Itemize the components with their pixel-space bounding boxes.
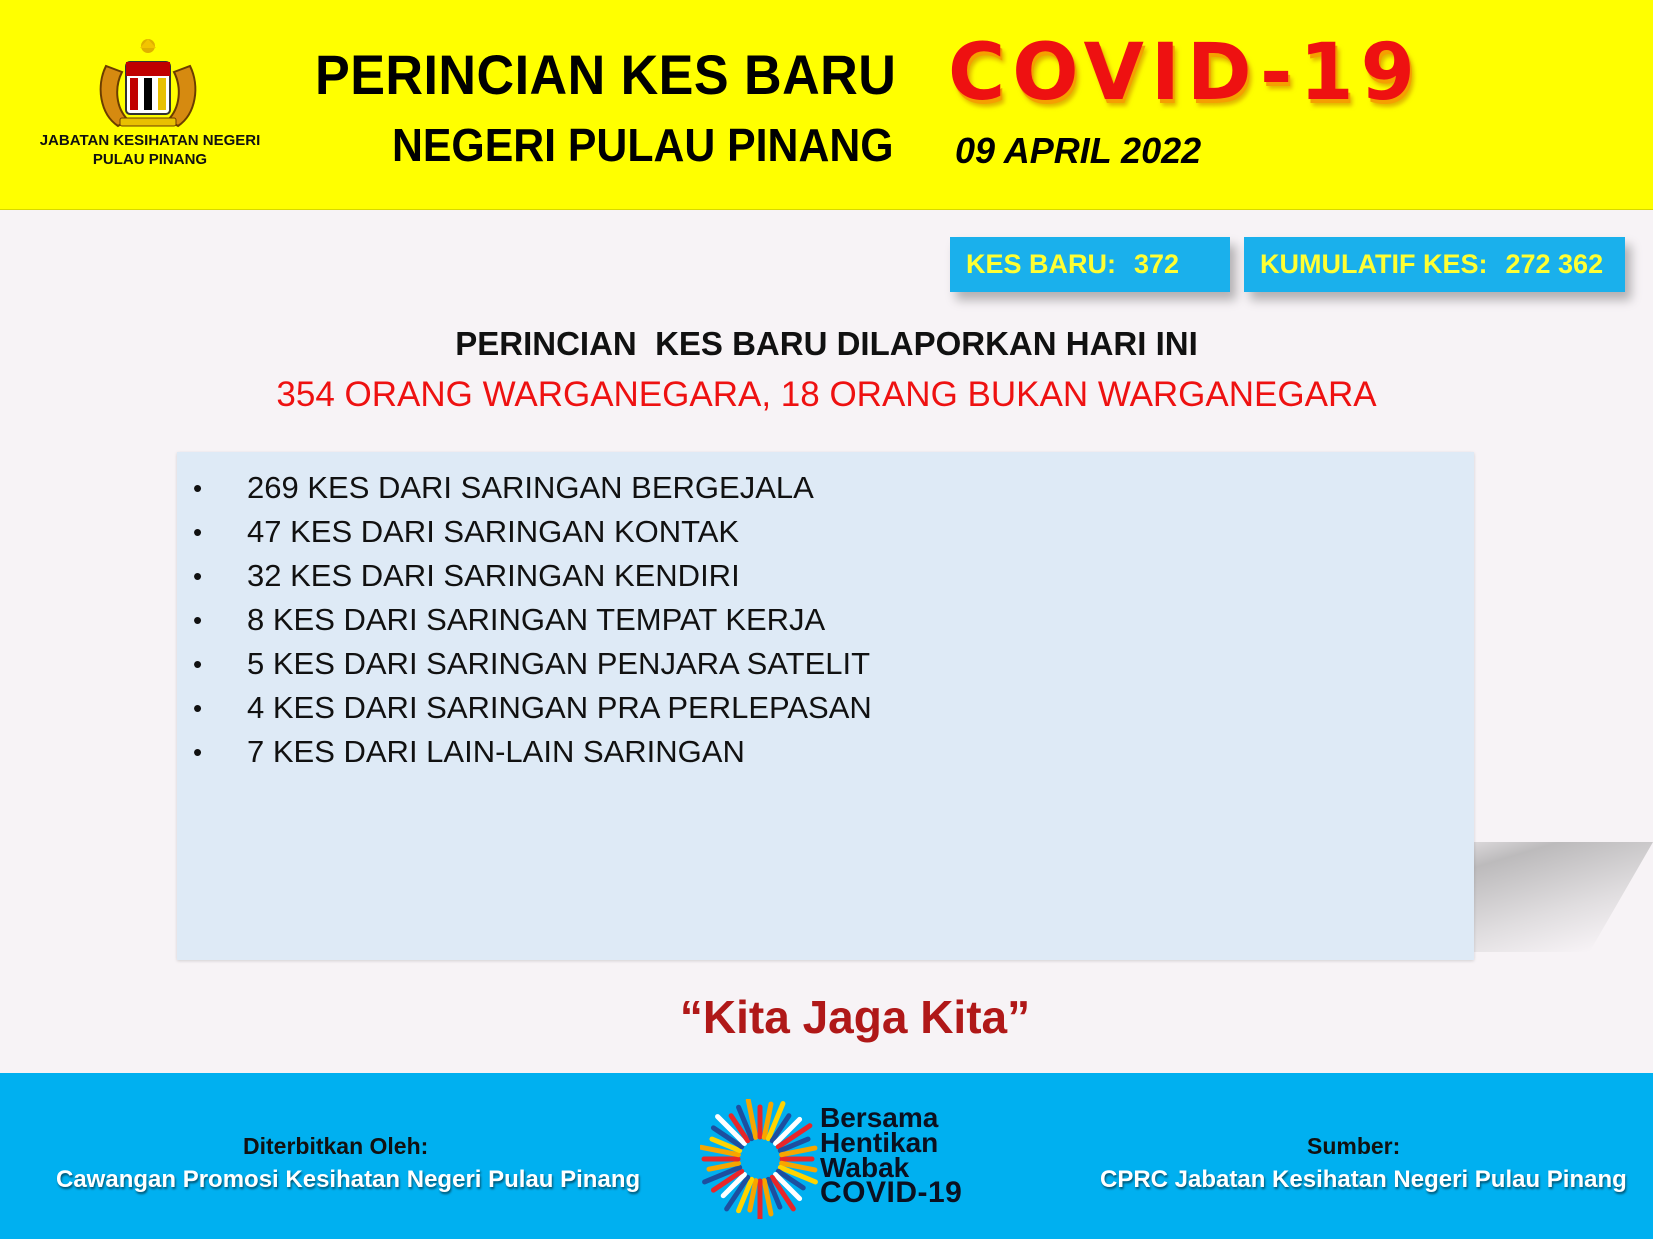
campaign-line-1: Bersama [820, 1102, 939, 1133]
bullet-icon: • [193, 473, 203, 503]
bullet-icon: • [193, 605, 203, 635]
list-item-text: 5 KES DARI SARINGAN PENJARA SATELIT [247, 646, 871, 681]
page-title: PERINCIAN KES BARU [315, 43, 897, 106]
list-item-text: 7 KES DARI LAIN-LAIN SARINGAN [247, 734, 745, 769]
coat-of-arms-icon [88, 36, 208, 136]
bullet-icon: • [193, 737, 203, 767]
list-item [177, 686, 1474, 730]
published-by-label: Diterbitkan Oleh: [243, 1133, 429, 1159]
list-item [177, 554, 1474, 598]
list-item [177, 730, 1474, 774]
new-cases-value: 372 [1134, 249, 1180, 279]
bullet-icon: • [193, 561, 203, 591]
motto-slogan: “Kita Jaga Kita” [679, 991, 1031, 1043]
list-item [177, 642, 1474, 686]
cumulative-cases-label: KUMULATIF KES: [1260, 249, 1488, 279]
campaign-line-3: Wabak [820, 1152, 910, 1183]
list-item-text: 32 KES DARI SARINGAN KENDIRI [247, 558, 740, 593]
agency-name [20, 131, 280, 169]
breakdown-list [177, 452, 1474, 774]
list-item-text: 269 KES DARI SARINGAN BERGEJALA [247, 470, 814, 505]
bullet-icon: • [193, 649, 203, 679]
campaign-line-4: COVID-19 [820, 1176, 963, 1209]
state-title: NEGERI PULAU PINANG [392, 119, 894, 171]
agency-line-1: JABATAN KESIHATAN NEGERI [39, 132, 261, 149]
agency-line-2: PULAU PINANG [92, 151, 208, 168]
report-date: 09 APRIL 2022 [955, 130, 1202, 171]
new-cases-badge [950, 237, 1230, 292]
covid-title: COVID-19 [948, 28, 1422, 118]
breakdown-heading: PERINCIAN KES BARU DILAPORKAN HARI INI [455, 325, 1198, 362]
campaign-burst-icon [700, 1099, 820, 1219]
source-label: Sumber: [1307, 1133, 1401, 1159]
cumulative-cases-badge [1244, 237, 1625, 292]
source-name: CPRC Jabatan Kesihatan Negeri Pulau Pinang [1100, 1166, 1627, 1193]
published-by-name: Cawangan Promosi Kesihatan Negeri Pulau Pinang [56, 1166, 641, 1193]
bullet-icon: • [193, 693, 203, 723]
cumulative-cases-value: 272 362 [1505, 249, 1604, 279]
campaign-line-2: Hentikan [820, 1127, 939, 1158]
list-item [177, 466, 1474, 510]
footer-banner [0, 1073, 1653, 1239]
list-item [177, 598, 1474, 642]
breakdown-panel [177, 452, 1474, 960]
campaign-logo-text [820, 1102, 963, 1209]
new-cases-label: KES BARU: [966, 249, 1117, 279]
list-item-text: 4 KES DARI SARINGAN PRA PERLEPASAN [247, 690, 872, 725]
bullet-icon: • [193, 517, 203, 547]
list-item-text: 8 KES DARI SARINGAN TEMPAT KERJA [247, 602, 826, 637]
list-item [177, 510, 1474, 554]
header-banner [0, 0, 1653, 210]
citizenship-summary: 354 ORANG WARGANEGARA, 18 ORANG BUKAN WARGANEGARA [276, 375, 1377, 414]
list-item-text: 47 KES DARI SARINGAN KONTAK [247, 514, 740, 549]
